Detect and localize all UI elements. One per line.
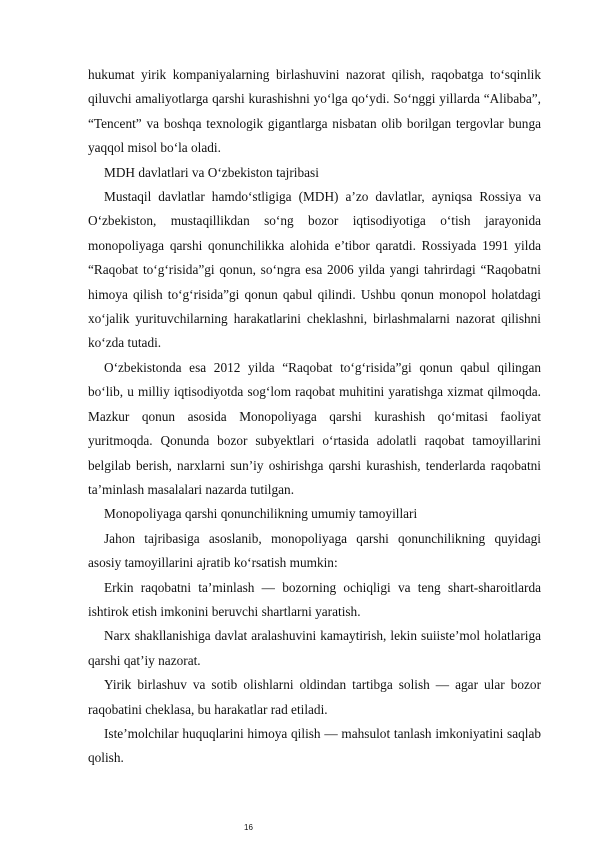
paragraph-uzbekistan-law: O‘zbekistonda esa 2012 yilda “Raqobat to‘g‘risida”gi qonun qabul qilingan bo‘lib, u milliy iqtisodiyotda sog‘lom raqobat muhitini yaratishga xizmat qilmoqda. Mazkur qonun asosida Monopoliyaga qarshi kurashish qo‘mitasi faoliyat yuritmoqda. Qonunda bozor subyektlari o‘rtasida adolatli raqobat tamoyillarini belgilab berish, narxlarni sun’iy oshirishga qarshi kurashish, tenderlarda raqobatni ta’minlash masalalari nazarda tutilgan.	[88, 359, 541, 497]
section-heading-cis-experience: MDH davlatlari va O‘zbekiston tajribasi	[104, 164, 319, 180]
principle-consumer-rights: Iste’molchilar huquqlarini himoya qilish — mahsulot tanlash imkoniyatini saqlab qolish.	[88, 725, 541, 766]
principle-merger-regulation: Yirik birlashuv va sotib olishlarni oldindan tartibga solish — agar ular bozor raqobatini cheklasa, bu harakatlar rad etiladi.	[88, 677, 541, 717]
paragraph-continuation: hukumat yirik kompaniyalarning birlashuvini nazorat qilish, raqobatga to‘sqinlik qiluvchi amaliyotlarga qarshi kurashishni yo‘lga qo‘ydi. So‘nggi yillarda “Alibaba”, “Tencent” va boshqa texnologik gigantlarga nisbatan olib borilgan tergovlar bunga yaqqol misol bo‘la oladi.	[88, 67, 541, 156]
paragraph-cis-legislation: Mustaqil davlatlar hamdo‘stligiga (MDH) a’zo davlatlar, ayniqsa Rossiya va O‘zbekiston, mustaqillikdan so‘ng bozor iqtisodiyotiga o‘tish jarayonida monopoliyaga qarshi qonunchilikka alohida e’tibor qaratdi. Rossiyada 1991 yilda “Raqobat to‘g‘risida”gi qonun, so‘ngra esa 2006 yilda yangi tahrirdagi “Raqobatni himoya qilish to‘g‘risida”gi qonun qabul qilindi. Ushbu qonun monopol holatdagi xo‘jalik yurituvchilarning harakatlarini cheklashni, birlashmalarni nazorat qilishni ko‘zda tutadi.	[88, 189, 541, 351]
paragraph-principles-intro: Jahon tajribasiga asoslanib, monopoliyaga qarshi qonunchilikning quyidagi asosiy tamoyillarini ajratib ko‘rsatish mumkin:	[88, 530, 541, 571]
principle-price-intervention: Narx shakllanishiga davlat aralashuvini kamaytirish, lekin suiiste’mol holatlariga qarshi qat’iy nazorat.	[88, 628, 541, 668]
principle-free-competition: Erkin raqobatni ta’minlash — bozorning ochiqligi va teng shart-sharoitlarda ishtirok etish imkonini beruvchi shartlarni yaratish.	[88, 579, 541, 619]
document-body	[88, 63, 541, 771]
section-heading-principles: Monopoliyaga qarshi qonunchilikning umumiy tamoyillari	[104, 506, 418, 522]
page-number: 16	[244, 823, 253, 832]
